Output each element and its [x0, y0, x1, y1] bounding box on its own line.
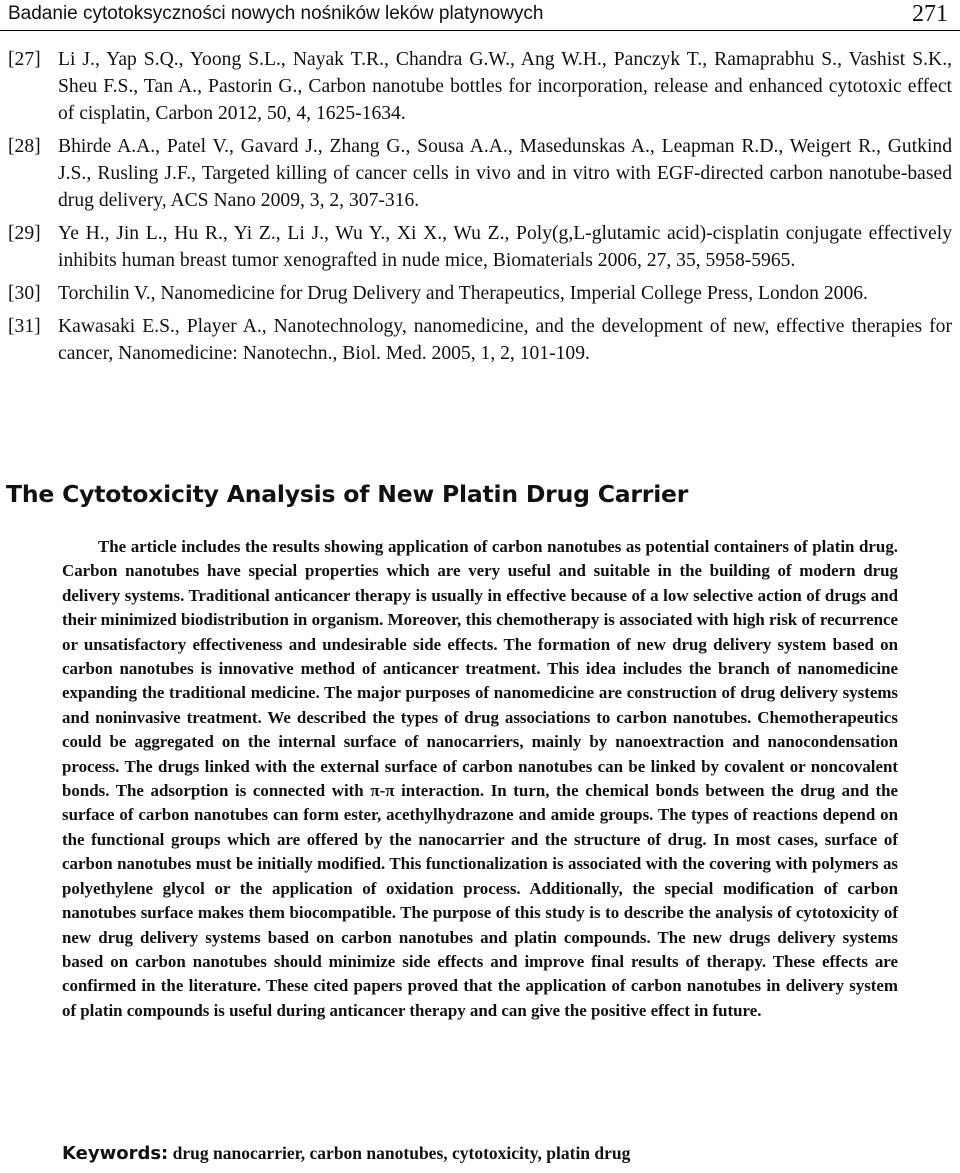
reference-number: [28] — [8, 136, 41, 157]
reference-text: Torchilin V., Nanomedicine for Drug Delivery and Therapeutics, Imperial College Press, London 2006. — [58, 283, 868, 304]
reference-item — [8, 313, 952, 367]
running-head — [0, 0, 960, 31]
reference-item — [8, 133, 952, 214]
reference-list — [8, 46, 952, 373]
running-head-title: Badanie cytotoksyczności nowych nośników leków platynowych — [8, 3, 544, 24]
reference-number: [27] — [8, 49, 41, 70]
reference-item — [8, 280, 952, 307]
keywords-line — [62, 1143, 630, 1164]
reference-text: Bhirde A.A., Patel V., Gavard J., Zhang G., Sousa A.A., Masedunskas A., Leapman R.D., Weigert R., Gutkind J.S., Rusling J.F., Targeted killing of cancer cells in vivo and in vitro with EGF-directed carbon nanotube-based drug delivery, ACS Nano 2009, 3, 2, 307-316. — [58, 136, 952, 211]
reference-item — [8, 46, 952, 127]
keywords-values: drug nanocarrier, carbon nanotubes, cytotoxicity, platin drug — [172, 1143, 631, 1163]
article-title: The Cytotoxicity Analysis of New Platin Drug Carrier — [6, 480, 689, 508]
abstract-text: The article includes the results showing application of carbon nanotubes as potential containers of platin drug. Carbon nanotubes have special properties which are very useful and suitable in the building of modern drug delivery systems. Traditional anticancer therapy is usually in effective because of a low selective action of drugs and their minimized biodistribution in organism. Moreover, this chemotherapy is associated with high risk of recurrence or unsatisfactory effectiveness and undesirable side effects. The formation of new drug delivery system based on carbon nanotubes is innovative method of anticancer treatment. This idea includes the branch of nanomedicine expanding the traditional medicine. The major purposes of nanomedicine are construction of drug delivery systems and noninvasive treatment. We described the types of drug associations to carbon nanotubes. Chemotherapeutics could be aggregated on the internal surface of nanocarriers, mainly by nanoextraction and nanocondensation process. The drugs linked with the external surface of carbon nanotubes can be linked by covalent or noncovalent bonds. The adsorption is connected with π-π interaction. In turn, the chemical bonds between the drug and the surface of carbon nanotubes can form ester, acethylhydrazone and amide groups. The types of reactions depend on the functional groups which are offered by the nanocarrier and the structure of drug. In most cases, surface of carbon nanotubes must be initially modified. This functionalization is associated with the covering with polymers as polyethylene glycol or the application of oxidation process. Additionally, the special modification of carbon nanotubes surface makes them biocompatible. The purpose of this study is to describe the analysis of cytotoxicity of new drug delivery systems based on carbon nanotubes and platin compounds. The new drugs delivery systems based on carbon nanotubes should minimize side effects and improve final results of therapy. These effects are confirmed in the literature. These cited papers proved that the application of carbon nanotubes in delivery system of platin compounds is useful during anticancer therapy and can give the positive effect in future. — [62, 537, 898, 1020]
reference-text: Li J., Yap S.Q., Yoong S.L., Nayak T.R., Chandra G.W., Ang W.H., Panczyk T., Ramaprabhu S., Vashist S.K., Sheu F.S., Tan A., Pastorin G., Carbon nanotube bottles for incorporation, release and enhanced cytotoxic effect of cisplatin, Carbon 2012, 50, 4, 1625-1634. — [58, 49, 952, 124]
page-number: 271 — [912, 1, 948, 27]
reference-item — [8, 220, 952, 274]
reference-text: Ye H., Jin L., Hu R., Yi Z., Li J., Wu Y., Xi X., Wu Z., Poly(g,L-glutamic acid)-cisplatin conjugate effectively inhibits human breast tumor xenografted in nude mice, Biomaterials 2006, 27, 35, 5958-5965. — [58, 223, 952, 271]
keywords-label: Keywords: — [62, 1143, 169, 1164]
reference-text: Kawasaki E.S., Player A., Nanotechnology, nanomedicine, and the development of new, effective therapies for cancer, Nanomedicine: Nanotechn., Biol. Med. 2005, 1, 2, 101-109. — [58, 316, 952, 364]
reference-number: [31] — [8, 316, 41, 337]
reference-number: [30] — [8, 283, 41, 304]
reference-number: [29] — [8, 223, 41, 244]
